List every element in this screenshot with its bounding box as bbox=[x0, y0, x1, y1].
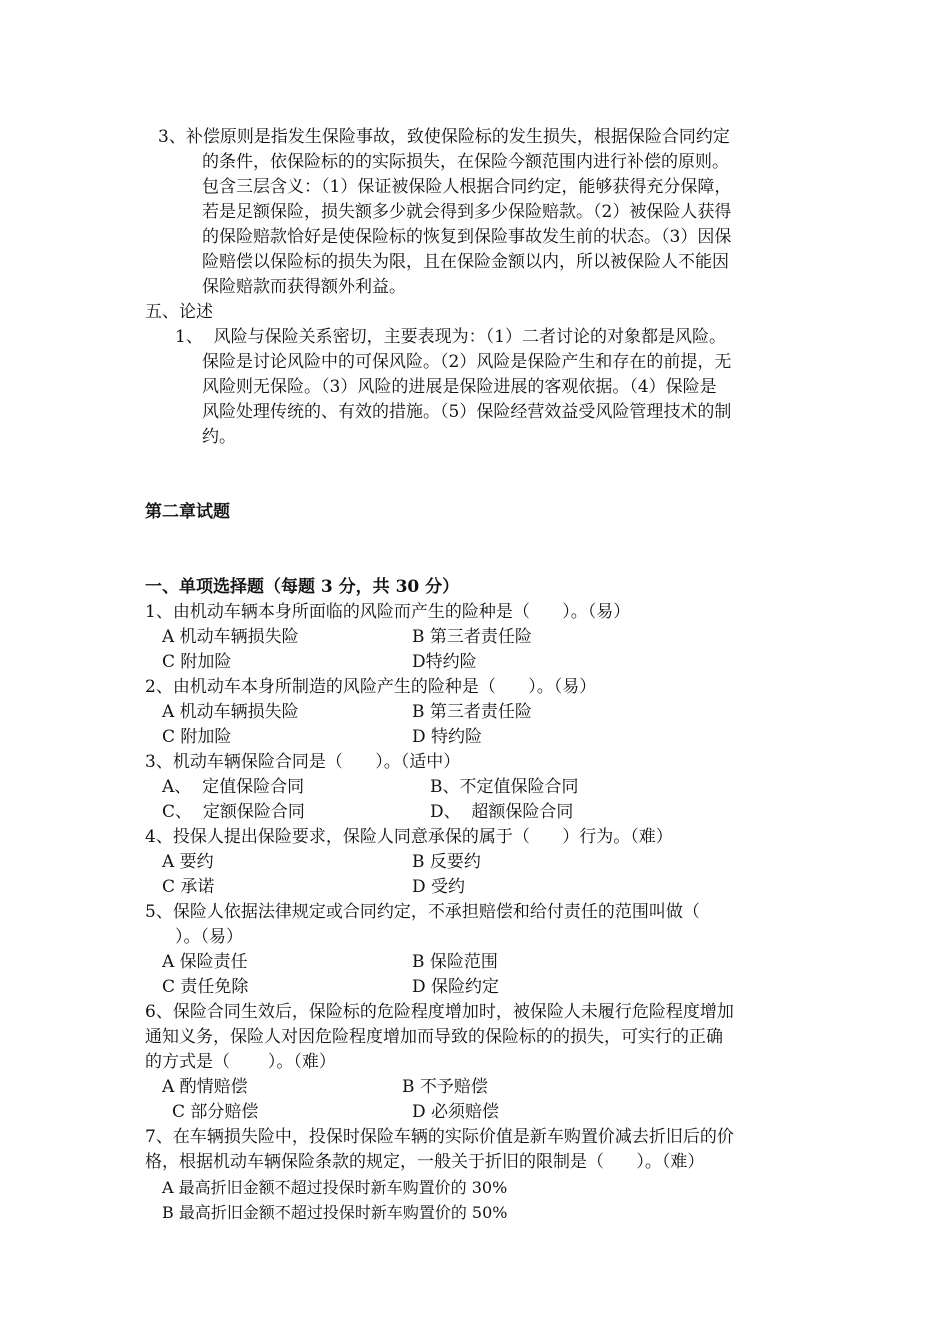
essay1-line-1: 1、 风险与保险关系密切，主要表现为：（1）二者讨论的对象都是风险。 bbox=[175, 327, 726, 347]
q7-option-a: A 最高折旧金额不超过投保时新车购置价的 30% bbox=[162, 1178, 508, 1197]
q3-option-d: D、 超额保险合同 bbox=[430, 802, 574, 822]
q7-stem-line-1: 7、在车辆损失险中，投保时保险车辆的实际价值是新车购置价减去折旧后的价 bbox=[145, 1127, 734, 1147]
essay1-line-4: 风险处理传统的、有效的措施。（5）保险经营效益受风险管理技术的制 bbox=[202, 402, 732, 422]
q1-option-c: C 附加险 bbox=[162, 652, 232, 672]
q2-option-b: B 第三者责任险 bbox=[412, 702, 532, 722]
q1-stem: 1、由机动车辆本身所面临的风险而产生的险种是（ ）。（易） bbox=[145, 602, 631, 622]
item3-line-3: 包含三层含义：（1）保证被保险人根据合同约定，能够获得充分保障， bbox=[202, 177, 732, 197]
q5-stem-line-1: 5、保险人依据法律规定或合同约定，不承担赔偿和给付责任的范围叫做（ bbox=[145, 902, 700, 922]
item3-line-2: 的条件，依保险标的的实际损失，在保险今额范围内进行补偿的原则。 bbox=[202, 152, 729, 172]
q2-stem: 2、由机动车本身所制造的风险产生的险种是（ ）。（易） bbox=[145, 677, 597, 697]
item3-line-6: 险赔偿以保险标的损失为限，且在保险金额以内，所以被保险人不能因 bbox=[202, 252, 729, 272]
essay1-line-2: 保险是讨论风险中的可保风险。（2）风险是保险产生和存在的前提，无 bbox=[202, 352, 732, 372]
item3-line-7: 保险赔款而获得额外利益。 bbox=[202, 277, 406, 297]
essay1-line-5: 约。 bbox=[202, 427, 236, 447]
q3-option-c: C、 定额保险合同 bbox=[162, 802, 305, 822]
chapter-title: 第二章试题 bbox=[145, 502, 230, 522]
q2-option-c: C 附加险 bbox=[162, 727, 232, 747]
q7-stem-line-2: 格，根据机动车辆保险条款的规定，一般关于折旧的限制是（ ）。（难） bbox=[145, 1152, 705, 1172]
q4-option-c: C 承诺 bbox=[162, 877, 215, 897]
q3-option-a: A、 定值保险合同 bbox=[162, 777, 305, 797]
q1-option-d: D特约险 bbox=[412, 652, 477, 672]
q7-option-b: B 最高折旧金额不超过投保时新车购置价的 50% bbox=[162, 1203, 508, 1222]
q5-stem-line-2: ）。（易） bbox=[175, 927, 243, 947]
q4-option-a: A 要约 bbox=[162, 852, 214, 872]
essay1-line-3: 风险则无保险。（3）风险的进展是保险进展的客观依据。（4）保险是 bbox=[202, 377, 717, 397]
q5-option-b: B 保险范围 bbox=[412, 952, 498, 972]
q5-option-d: D 保险约定 bbox=[412, 977, 500, 997]
q4-option-b: B 反要约 bbox=[412, 852, 481, 872]
q3-option-b: B、不定值保险合同 bbox=[430, 777, 579, 797]
q4-option-d: D 受约 bbox=[412, 877, 466, 897]
section5-title: 五、论述 bbox=[145, 302, 213, 322]
part1-title: 一、单项选择题（每题 3 分，共 30 分） bbox=[145, 577, 460, 597]
q4-stem: 4、投保人提出保险要求，保险人同意承保的属于（ ）行为。（难） bbox=[145, 827, 673, 847]
q6-stem-line-2: 通知义务，保险人对因危险程度增加而导致的保险标的的损失，可实行的正确 bbox=[145, 1027, 723, 1047]
q6-stem-line-3: 的方式是（ ）。（难） bbox=[145, 1052, 336, 1072]
q6-stem-line-1: 6、保险合同生效后，保险标的危险程度增加时，被保险人未履行危险程度增加 bbox=[145, 1002, 734, 1022]
q6-option-d: D 必须赔偿 bbox=[412, 1102, 500, 1122]
q2-option-d: D 特约险 bbox=[412, 727, 483, 747]
item3-line-4: 若是足额保险，损失额多少就会得到多少保险赔款。（2）被保险人获得 bbox=[202, 202, 732, 222]
q1-option-a: A 机动车辆损失险 bbox=[162, 627, 299, 647]
q5-option-a: A 保险责任 bbox=[162, 952, 248, 972]
item3-line-5: 的保险赔款恰好是使保险标的恢复到保险事故发生前的状态。（3）因保 bbox=[202, 227, 732, 247]
q5-option-c: C 责任免除 bbox=[162, 977, 249, 997]
q1-option-b: B 第三者责任险 bbox=[412, 627, 532, 647]
q2-option-a: A 机动车辆损失险 bbox=[162, 702, 299, 722]
q6-option-c: C 部分赔偿 bbox=[172, 1102, 259, 1122]
q3-stem: 3、机动车辆保险合同是（ ）。（适中） bbox=[145, 752, 461, 772]
item3-line-1: 3、补偿原则是指发生保险事故，致使保险标的发生损失，根据保险合同约定 bbox=[158, 127, 730, 147]
q6-option-b: B 不予赔偿 bbox=[402, 1077, 488, 1097]
q6-option-a: A 酌情赔偿 bbox=[162, 1077, 248, 1097]
